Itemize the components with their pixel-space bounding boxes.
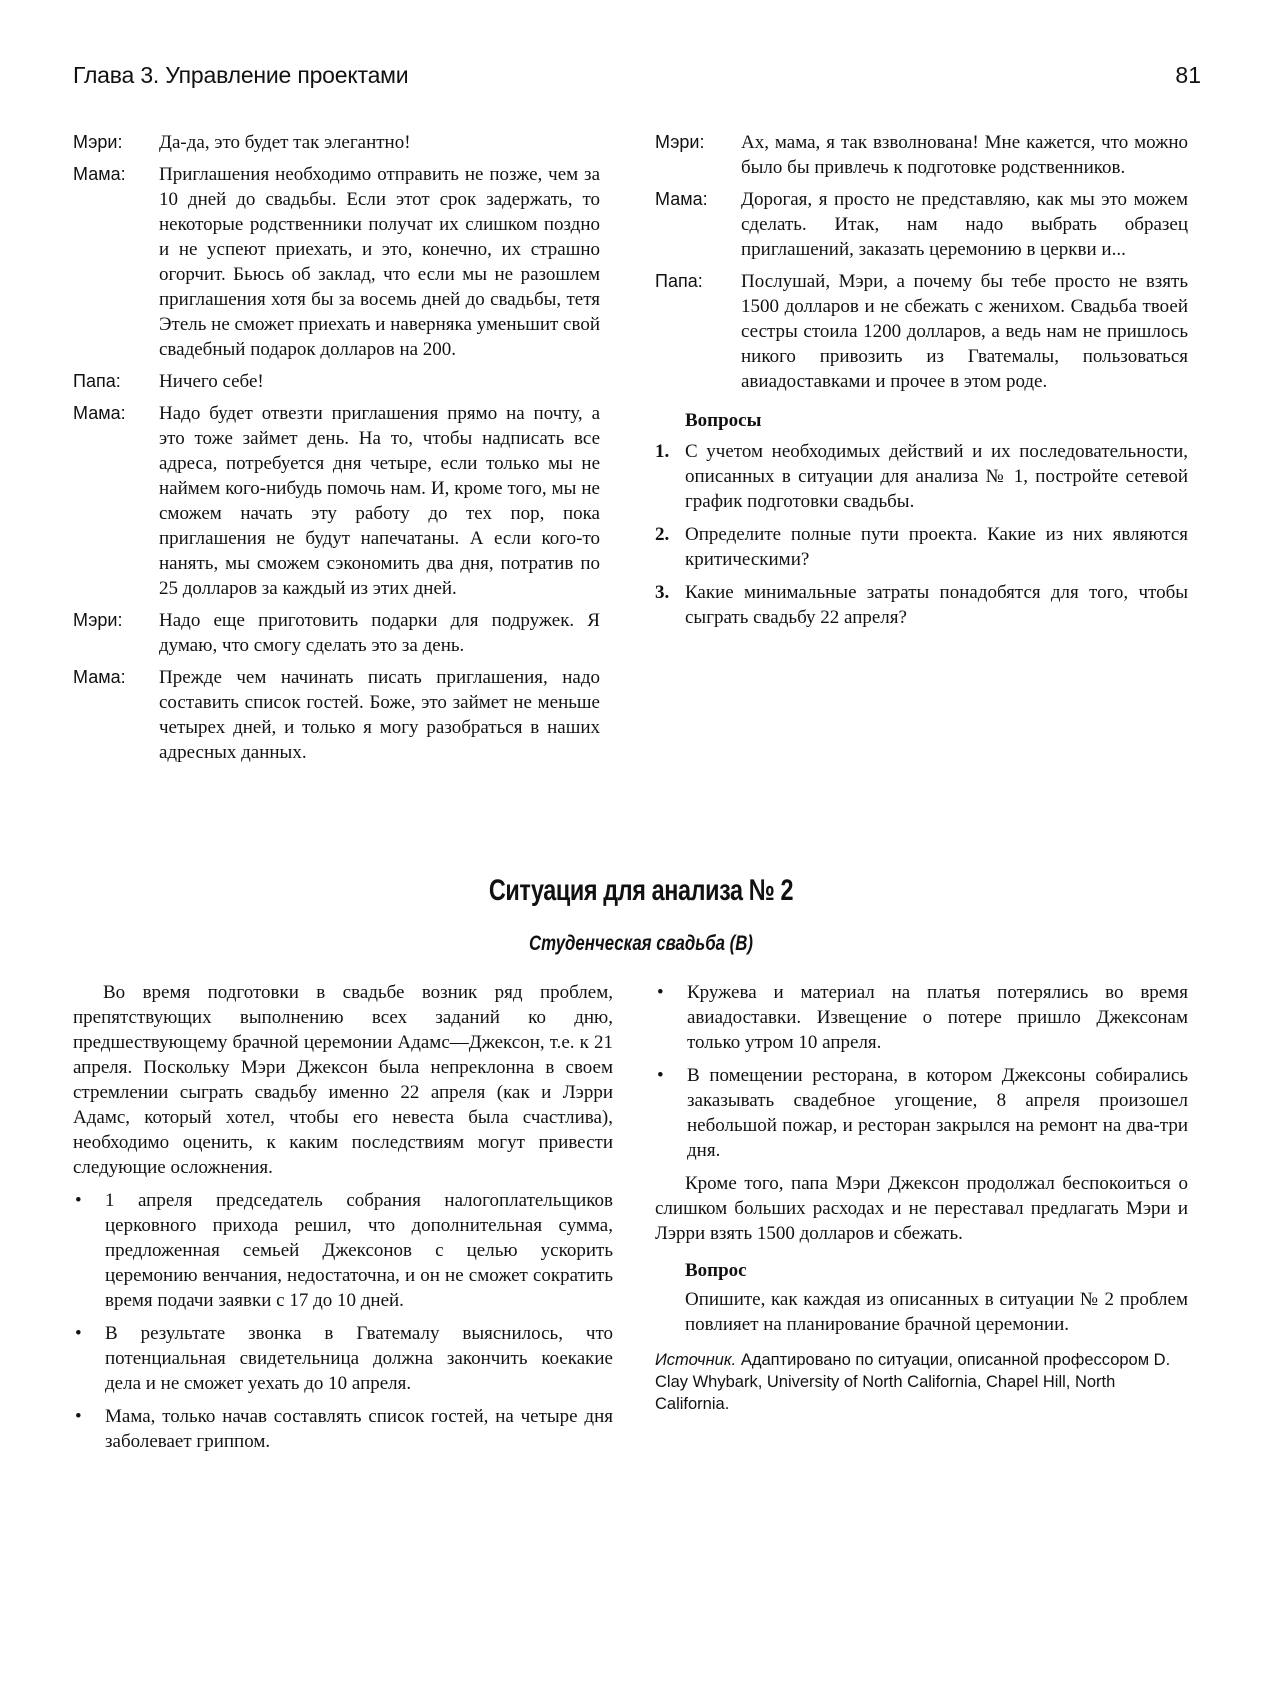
bullet-text: Мама, только начав составлять список гостей, на четыре дня заболевает гриппом. <box>105 1406 613 1452</box>
bullet-item <box>73 1321 613 1396</box>
speaker-name: Папа: <box>73 371 121 391</box>
page-number: 81 <box>1175 62 1201 88</box>
bullet-item <box>655 1063 1188 1163</box>
speech-text: Прежде чем начинать писать приглашения, надо составить список гостей. Боже, это займет не меньше четырех дней, и только я могу разобраться в наших адресных данных. <box>159 667 600 763</box>
speaker-name: Мэри: <box>73 132 123 152</box>
section-title: Ситуация для анализа № 2 <box>488 874 794 907</box>
complications-list-right <box>655 980 1188 1163</box>
source-note <box>655 1349 1188 1415</box>
bullet-item <box>655 980 1188 1055</box>
speaker-name: Мэри: <box>73 610 123 630</box>
chapter-title: Глава 3. Управление проектами <box>73 62 409 88</box>
intro-paragraph: Во время подготовки в свадьбе возник ряд проблем, препятствующих выполнению всех заданий ко дню, предшествующему брачной церемонии Адамс—Джексон, т.е. к 21 апреля. Поскольку Мэри Джексон была непреклонна в своем стремлении сыграть свадьбу именно 22 апреля (как и Лэрри Адамс, который хотел, чтобы его невеста была счастлива), необходимо оценить, к каким последствиям могут привести следующие осложнения. <box>73 982 613 1178</box>
section-subtitle: Студенческая свадьба (B) <box>529 932 753 955</box>
question-text: Опишите, как каждая из описанных в ситуации № 2 проблем повлияет на планирование брачной церемонии. <box>685 1289 1188 1335</box>
dialogue-entry <box>73 608 600 658</box>
question-item <box>655 580 1188 630</box>
speech-text: Дорогая, я просто не представляю, как мы это можем сделать. Итак, нам надо выбрать образец приглашений, заказать церемонию в церкви и... <box>741 189 1188 260</box>
bullet-text: В результате звонка в Гватемалу выяснилось, что потенциальная свидетельница должна закончить коекакие дела и не сможет уехать до 10 апреля. <box>105 1323 613 1394</box>
question-item <box>655 439 1188 514</box>
questions-heading: Вопросы <box>685 410 762 431</box>
dialogue-right-column <box>655 130 1188 630</box>
dialogue-right <box>655 130 1188 394</box>
dialogue-entry <box>655 269 1188 394</box>
dialogue-entry <box>655 187 1188 262</box>
complications-list-left <box>73 1188 613 1454</box>
speech-text: Послушай, Мэри, а почему бы тебе просто не взять 1500 долларов и не сбежать с женихом. Свадьба твоей сестры стоила 1200 долларов, а ведь нам не пришлось никого привозить из Гватемалы, пользоваться авиадоставками и прочее в этом роде. <box>741 271 1188 392</box>
question-text: Определите полные пути проекта. Какие из них являются критическими? <box>685 524 1188 570</box>
question-heading: Вопрос <box>685 1260 747 1281</box>
speaker-name: Мама: <box>73 164 126 184</box>
speaker-name: Папа: <box>655 271 703 291</box>
speaker-name: Мэри: <box>655 132 705 152</box>
speech-text: Надо еще приготовить подарки для подружек. Я думаю, что смогу сделать это за день. <box>159 610 600 656</box>
speaker-name: Мама: <box>655 189 708 209</box>
question-number: 3. <box>655 582 670 603</box>
bullet-item <box>73 1188 613 1313</box>
case-right-column <box>655 980 1188 1415</box>
question-number: 2. <box>655 524 670 545</box>
closing-paragraph: Кроме того, папа Мэри Джексон продолжал беспокоиться о слишком больших расходах и не переставал предлагать Мэри и Лэрри взять 1500 долларов и сбежать. <box>655 1173 1188 1244</box>
bullet-text: 1 апреля председатель собрания налогоплательщиков церковного прихода решил, что дополнительная сумма, предложенная семьей Джексонов с целью ускорить церемонию венчания, недостаточна, и он не сможет сократить время подачи заявки с 17 до 10 дней. <box>105 1190 613 1311</box>
bullet-icon: • <box>657 982 664 1003</box>
bullet-text: В помещении ресторана, в котором Джексоны собирались заказывать свадебное угощение, 8 апреля произошел небольшой пожар, и ресторан закрылся на ремонт на два-три дня. <box>687 1065 1188 1161</box>
question-text: С учетом необходимых действий и их последовательности, описанных в ситуации для анализа № 1, постройте сетевой график подготовки свадьбы. <box>685 441 1188 512</box>
question-item <box>655 522 1188 572</box>
source-text: Адаптировано по ситуации, описанной профессором D. Clay Whybark, University of North California, Chapel Hill, North California. <box>655 1351 1171 1413</box>
bullet-text: Кружева и материал на платья потерялись во время авиадоставки. Извещение о потере пришло Джексонам только утром 10 апреля. <box>687 982 1188 1053</box>
dialogue-entry <box>73 162 600 362</box>
bullet-icon: • <box>75 1406 82 1427</box>
case-left-column <box>73 980 613 1454</box>
speech-text: Надо будет отвезти приглашения прямо на почту, а это тоже займет день. На то, чтобы надписать все адреса, потребуется дня четыре, если только мы не наймем кого-нибудь помочь нам. И, кроме того, мы не сможем начать эту работу до тех пор, пока приглашения не будут напечатаны. А если кого-то нанять, мы сможем сэкономить два дня, потратив по 25 долларов за каждый из этих дней. <box>159 403 600 599</box>
questions-list <box>655 439 1188 630</box>
question-number: 1. <box>655 441 670 462</box>
dialogue-entry <box>655 130 1188 180</box>
dialogue-entry <box>73 130 600 155</box>
speech-text: Ничего себе! <box>159 371 264 392</box>
question-text: Какие минимальные затраты понадобятся для того, чтобы сыграть свадьбу 22 апреля? <box>685 582 1188 628</box>
speech-text: Да-да, это будет так элегантно! <box>159 132 411 153</box>
source-label: Источник. <box>655 1351 737 1369</box>
speaker-name: Мама: <box>73 667 126 687</box>
dialogue-left <box>73 130 600 765</box>
speech-text: Приглашения необходимо отправить не позже, чем за 10 дней до свадьбы. Если этот срок задержать, то некоторые родственники получат их слишком поздно и не успеют приехать, и это, конечно, их страшно огорчит. Бьюсь об заклад, что если мы не разошлем приглашения хотя бы за восемь дней до свадьбы, тетя Этель не сможет приехать и наверняка уменьшит свой свадебный подарок долларов на 200. <box>159 164 600 360</box>
bullet-icon: • <box>657 1065 664 1086</box>
dialogue-entry <box>73 665 600 765</box>
bullet-item <box>73 1404 613 1454</box>
dialogue-entry <box>73 369 600 394</box>
dialogue-entry <box>73 401 600 601</box>
bullet-icon: • <box>75 1190 82 1211</box>
speech-text: Ах, мама, я так взволнована! Мне кажется, что можно было бы привлечь к подготовке родственников. <box>741 132 1188 178</box>
bullet-icon: • <box>75 1323 82 1344</box>
speaker-name: Мама: <box>73 403 126 423</box>
